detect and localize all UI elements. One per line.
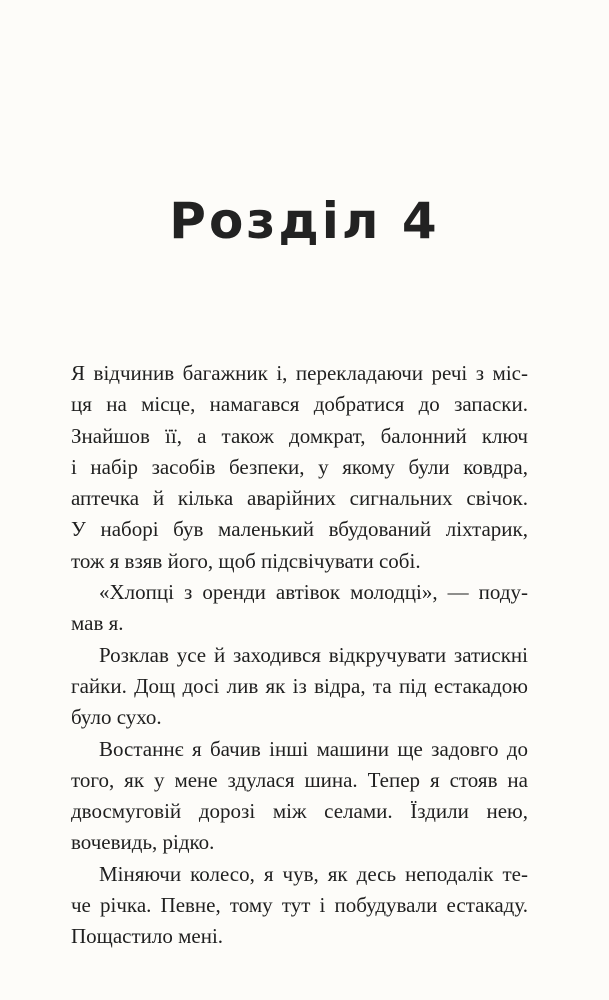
text-line: гайки. Дощ досі лив як із відра, та під естакадою bbox=[71, 673, 528, 698]
text-line: «Хлопці з оренди автівок молодці», — поду- bbox=[99, 580, 528, 605]
chapter-body-text bbox=[71, 358, 528, 953]
text-line: і набір засобів безпеки, у якому були ковдра, bbox=[71, 454, 528, 479]
text-line: того, як у мене здулася шина. Тепер я стояв на bbox=[71, 767, 528, 792]
text-line: аптечка й кілька аварійних сигнальних свічок. bbox=[71, 486, 528, 511]
text-line: вочевидь, рідко. bbox=[71, 830, 215, 855]
text-line: тож я взяв його, щоб підсвічувати собі. bbox=[71, 548, 421, 573]
text-line: Міняючи колесо, я чув, як десь неподалік те- bbox=[99, 861, 528, 886]
text-line: че річка. Певне, тому тут і побудували естакаду. bbox=[71, 893, 528, 918]
text-line: Я відчинив багажник і, перекладаючи речі з міс- bbox=[71, 361, 528, 385]
text-line: мав я. bbox=[71, 611, 124, 636]
text-line: Знайшов її, а також домкрат, балонний ключ bbox=[71, 423, 528, 448]
text-line: У наборі був маленький вбудований ліхтарик, bbox=[71, 517, 528, 542]
text-line: двосмуговій дорозі між селами. Їздили нею, bbox=[71, 799, 528, 824]
text-line: ця на місце, намагався добратися до запаски. bbox=[71, 392, 528, 417]
text-line: було сухо. bbox=[71, 705, 162, 730]
chapter-title: Розділ 4 bbox=[169, 192, 440, 250]
text-line: Розклав усе й заходився відкручувати затискні bbox=[99, 642, 528, 667]
text-line: Востаннє я бачив інші машини ще задовго до bbox=[99, 736, 528, 761]
text-line: Пощастило мені. bbox=[71, 924, 224, 949]
